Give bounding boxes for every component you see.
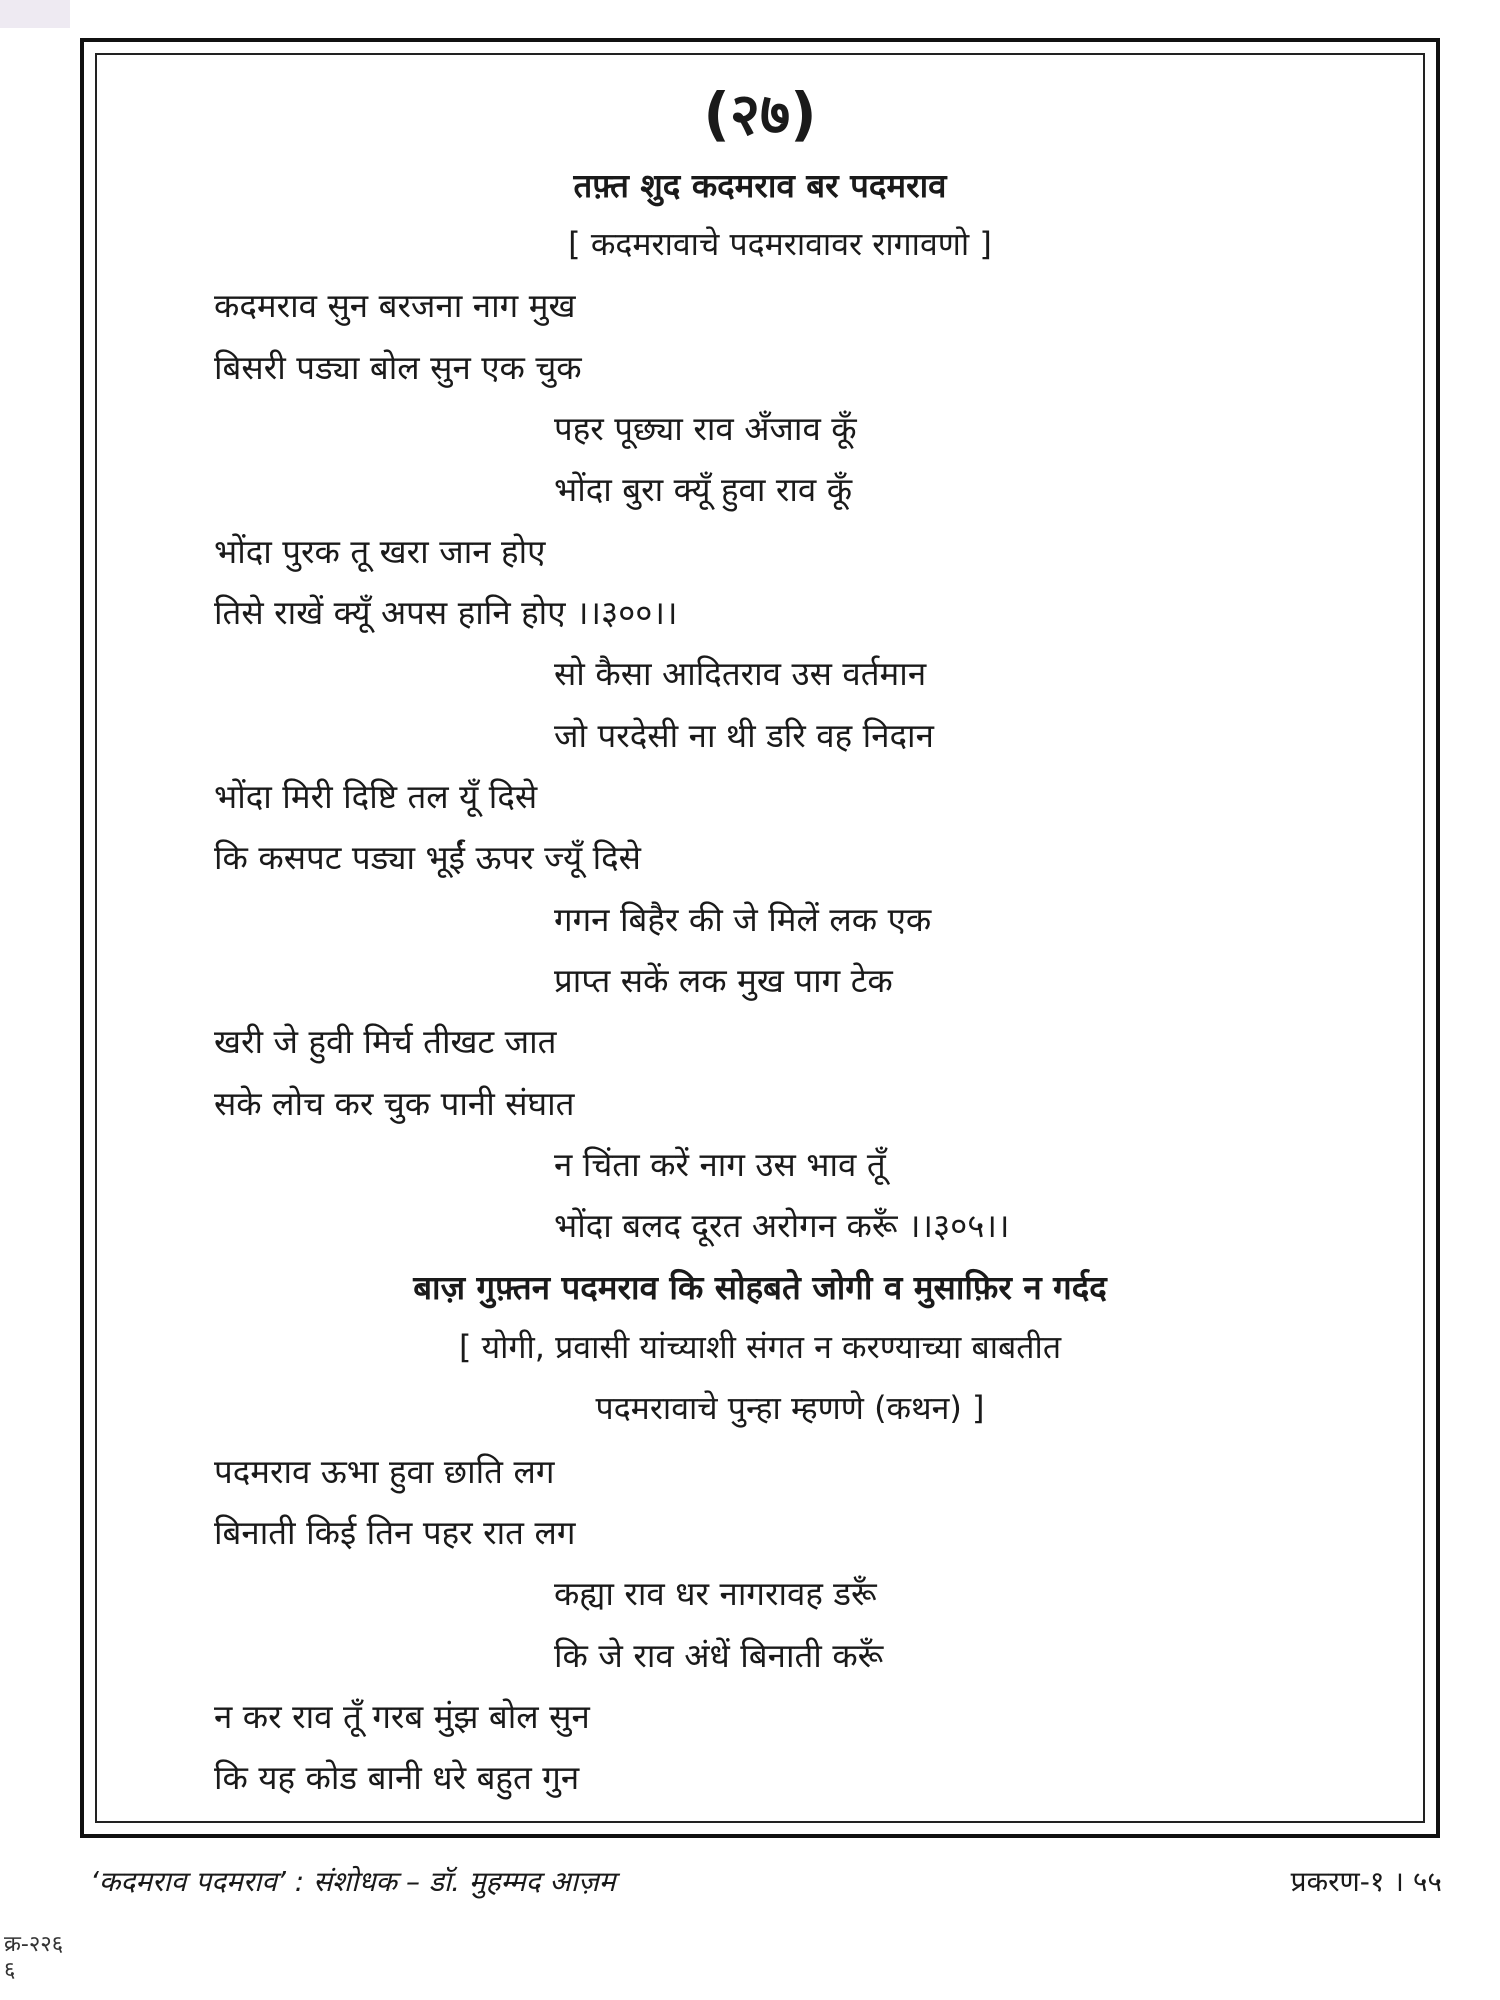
verse-line: बिनाती किई तिन पहर रात लग — [214, 1513, 576, 1552]
section-heading-2-marathi-line2: पदमरावाचे पुन्हा म्हणणे (कथन) ] — [595, 1389, 985, 1427]
verse-line: सके लोच कर चुक पानी संघात — [214, 1084, 575, 1123]
verse-line: सो कैसा आदितराव उस वर्तमान — [554, 654, 927, 693]
section-heading-marathi: [ कदमरावाचे पदमरावावर रागावणो ] — [568, 225, 992, 263]
footer-book-credit: ‘कदमराव पदमराव’ : संशोधक – डॉ. मुहम्मद आज़म — [90, 1865, 616, 1898]
scan-edge-strip — [0, 0, 70, 28]
margin-annotation-line2: ६ — [4, 1958, 16, 1983]
page-content — [84, 42, 1436, 1834]
verse-line: भोंदा मिरी दिष्टि तल यूँ दिसे — [214, 777, 538, 816]
verse-line: प्राप्त सकें लक मुख पाग टेक — [554, 961, 893, 1000]
chapter-number: (२७) — [703, 80, 817, 148]
verse-line: भोंदा बलद दूरत अरोगन करूँ ।।३०५।। — [554, 1206, 1010, 1245]
verse-line: पदमराव ऊभा हुवा छाति लग — [214, 1452, 555, 1491]
verse-line: तिसे राखें क्यूँ अपस हानि होए ।।३००।। — [214, 593, 678, 632]
footer-page-number: प्रकरण-१ । ५५ — [1290, 1865, 1442, 1898]
verse-line: कि कसपट पड्या भूईं ऊपर ज्यूँ दिसे — [214, 838, 641, 877]
verse-line: गगन बिहैर की जे मिलें लक एक — [554, 900, 932, 939]
verse-line: कि जे राव अंधें बिनाती करूँ — [554, 1636, 884, 1675]
verse-line: कि यह कोड बानी धरे बहुत गुन — [214, 1758, 580, 1797]
section-heading-persian: तफ़्त शुद कदमराव बर पदमराव — [573, 166, 947, 205]
verse-line: न चिंता करें नाग उस भाव तूँ — [554, 1145, 886, 1184]
verse-line: जो परदेसी ना थी डरि वह निदान — [554, 716, 934, 755]
verse-line: बिसरी पड्या बोल सुन एक चुक — [214, 348, 582, 387]
verse-line: पहर पूछ्या राव अँजाव कूँ — [554, 409, 857, 448]
section-heading-2-persian: बाज़ गुफ़्तन पदमराव कि सोहबते जोगी व मुसाफ़िर न गर्दद — [413, 1268, 1107, 1307]
verse-line: खरी जे हुवी मिर्च तीखट जात — [214, 1022, 557, 1061]
margin-annotation-line1: क्र-२२६ — [4, 1932, 64, 1957]
page-border-outer — [80, 38, 1440, 1838]
margin-annotation — [4, 1932, 63, 1984]
verse-line: भोंदा बुरा क्यूँ हुवा राव कूँ — [554, 470, 853, 509]
verse-line: भोंदा पुरक तू खरा जान होए — [214, 532, 546, 571]
verse-line: न कर राव तूँ गरब मुंझ बोल सुन — [214, 1697, 590, 1736]
verse-line: कह्या राव धर नागरावह डरूँ — [554, 1574, 877, 1613]
verse-line: कदमराव सुन बरजना नाग मुख — [214, 286, 576, 325]
section-heading-2-marathi-line1: [ योगी, प्रवासी यांच्याशी संगत न करण्याच्या बाबतीत — [458, 1328, 1062, 1366]
